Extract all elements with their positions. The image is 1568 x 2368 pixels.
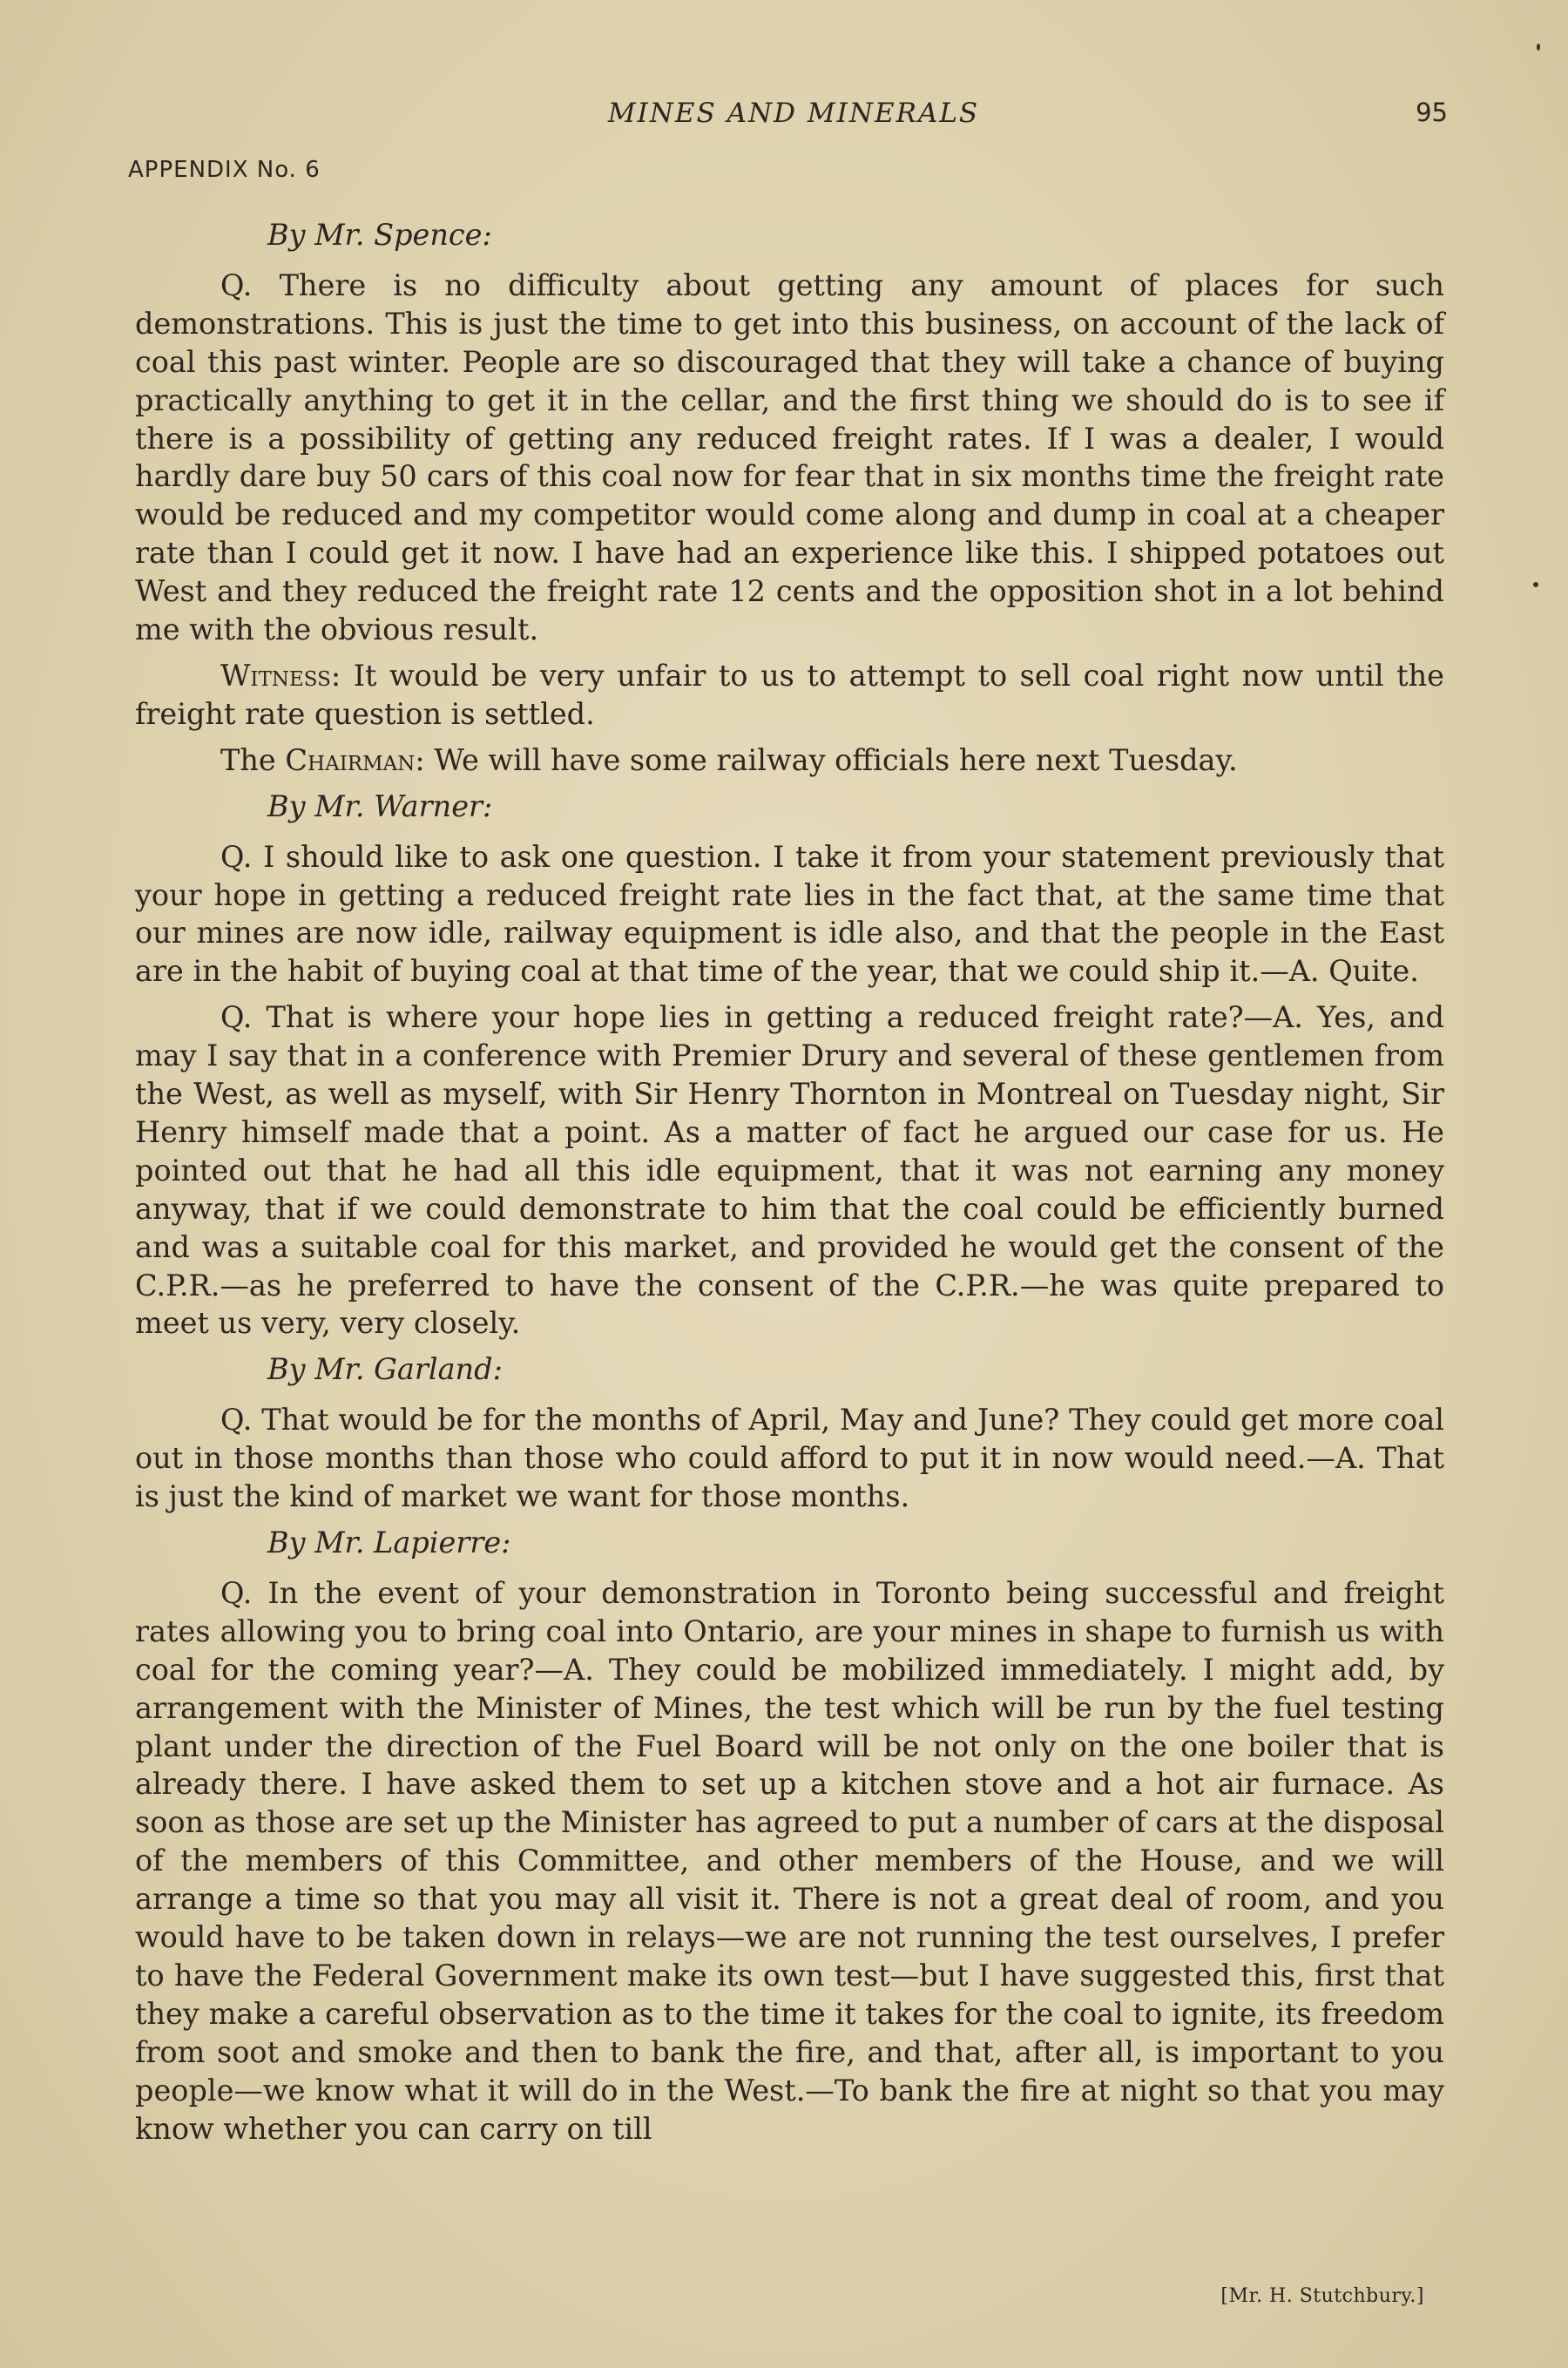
paragraph: Q. In the event of your demonstration in Toronto being successful and freight rates allowing you to bring coal into Ontario, are your mines in shape to furnish us with coal for the coming year?—A. They could be mobilized immediately. I might add, by arrangement with the Minister of Mines, the test which will be run by the fuel testing plant under the direction of the Fuel Board will be not only on the one boiler that is already there. I have asked them to set up a kitchen stove and a hot air furnace. As soon as those are set up the Minister has agreed to put a number of cars at the disposal of the members of this Committee, and other members of the House, and we will arrange a time so that you may all visit it. There is not a great deal of room, and you would have to be taken down in relays—we are not running the test ourselves, I prefer to have the Federal Government make its own test—but I have suggested this, first that they make a careful observation as to the time it takes for the coal to ignite, its freedom from soot and smoke and then to bank the fire, and that, after all, is important to you people—we know what it will do in the West.—To bank the fire at night so that you may know whether you can carry on till <box>135 1575 1444 2146</box>
paragraph: Q. There is no difficulty about getting any amount of places for such demonstrations. This is just the time to get into this business, on account of the lack of coal this past winter. People are so discouraged that they will take a chance of buying practically anything to get it in the cellar, and the first thing we should do is to see if there is a possibility of getting any reduced freight rates. If I was a dealer, I would hardly dare buy 50 cars of this coal now for fear that in six months time the freight rate would be reduced and my competitor would come along and dump in coal at a cheaper rate than I could get it now. I have had an experience like this. I shipped potatoes out West and they reduced the freight rate 12 cents and the opposition shot in a lot behind me with the obvious result. <box>135 267 1444 647</box>
ink-speck <box>1537 44 1540 51</box>
ink-speck <box>1533 582 1538 587</box>
running-head <box>139 98 1448 132</box>
paragraph: Q. That is where your hope lies in getting a reduced freight rate?—A. Yes, and may I say that in a conference with Premier Drury and several of these gentlemen from the West, as well as myself, with Sir Henry Thornton in Montreal on Tuesday night, Sir Henry himself made that a point. As a matter of fact he argued our case for us. He pointed out that he had all this idle equipment, that it was not earning any money anyway, that if we could demonstrate to him that the coal could be efficiently burned and was a suitable coal for this market, and provided he would get the consent of the C.P.R.—as he preferred to have the consent of the C.P.R.—he was quite prepared to meet us very, very closely. <box>135 1000 1444 1341</box>
speaker-text: We will have some railway officials here next Tuesday. <box>424 742 1238 777</box>
examiner-heading: By Mr. Lapierre: <box>267 1526 511 1559</box>
speaker-prefix: The <box>220 742 286 777</box>
examiner-heading: By Mr. Warner: <box>267 788 493 823</box>
footer-attribution: [Mr. H. Stutchbury.] <box>1220 2285 1424 2307</box>
speaker-paragraph <box>135 741 1444 780</box>
page-number: 95 <box>1416 98 1448 127</box>
running-title: MINES AND MINERALS <box>607 98 980 129</box>
speaker-label: Chairman: <box>285 742 425 777</box>
appendix-label: APPENDIX No. 6 <box>128 157 321 183</box>
examiner-heading: By Mr. Spence: <box>267 218 492 252</box>
examiner-heading: By Mr. Garland: <box>267 1352 503 1387</box>
speaker-label: Witness: <box>220 658 341 693</box>
paragraph: Q. That would be for the months of April, May and June? They could get more coal out in those months than those who could afford to put it in now would need.—A. That is just the kind of market we want for those months. <box>135 1403 1444 1514</box>
paragraph: Q. I should like to ask one question. I take it from your statement previously that your hope in getting a reduced freight rate lies in the fact that, at the same time that our mines are now idle, railway equipment is idle also, and that the people in the East are in the habit of buying coal at that time of the year, that we could ship it.—A. Quite. <box>135 839 1444 989</box>
body-text <box>135 209 1444 2156</box>
speaker-paragraph <box>135 657 1444 734</box>
speaker-text: It would be very unfair to us to attempt to sell coal right now until the freight rate question is settled. <box>135 658 1444 731</box>
